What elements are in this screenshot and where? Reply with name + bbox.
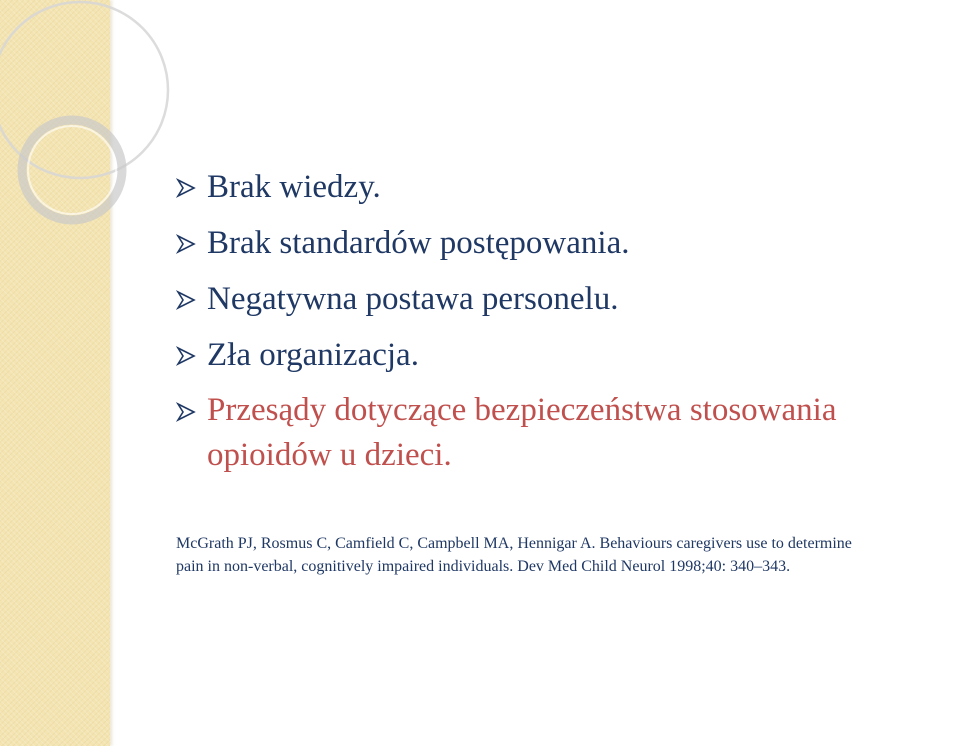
bullet-item-highlighted xyxy=(176,388,916,478)
bullet-list xyxy=(176,164,916,487)
arrow-bullet-icon xyxy=(176,234,196,254)
citation xyxy=(176,532,960,578)
bullet-text: Brak standardów postępowania. xyxy=(207,225,630,261)
citation-line-1: McGrath PJ, Rosmus C, Camfield C, Campbell MA, Hennigar A. Behaviours caregivers use to determine xyxy=(176,535,852,552)
bullet-text: Brak wiedzy. xyxy=(207,169,381,205)
arrow-bullet-icon xyxy=(176,346,196,366)
bullet-item xyxy=(176,276,916,323)
decorative-circle-small xyxy=(22,120,122,220)
decorative-circles xyxy=(0,0,180,260)
arrow-bullet-icon xyxy=(176,178,196,198)
citation-line-2: pain in non-verbal, cognitively impaired individuals. Dev Med Child Neurol 1998;40: 340–343. xyxy=(176,558,791,575)
arrow-bullet-icon xyxy=(176,402,196,422)
bullet-item xyxy=(176,164,916,211)
bullet-item xyxy=(176,220,916,267)
bullet-text: Negatywna postawa personelu. xyxy=(207,281,619,317)
bullet-text: Zła organizacja. xyxy=(207,337,419,373)
arrow-bullet-icon xyxy=(176,290,196,310)
bullet-item xyxy=(176,332,916,379)
bullet-text: Przesądy dotyczące bezpieczeństwa stosowania opioidów u dzieci. xyxy=(207,392,837,473)
